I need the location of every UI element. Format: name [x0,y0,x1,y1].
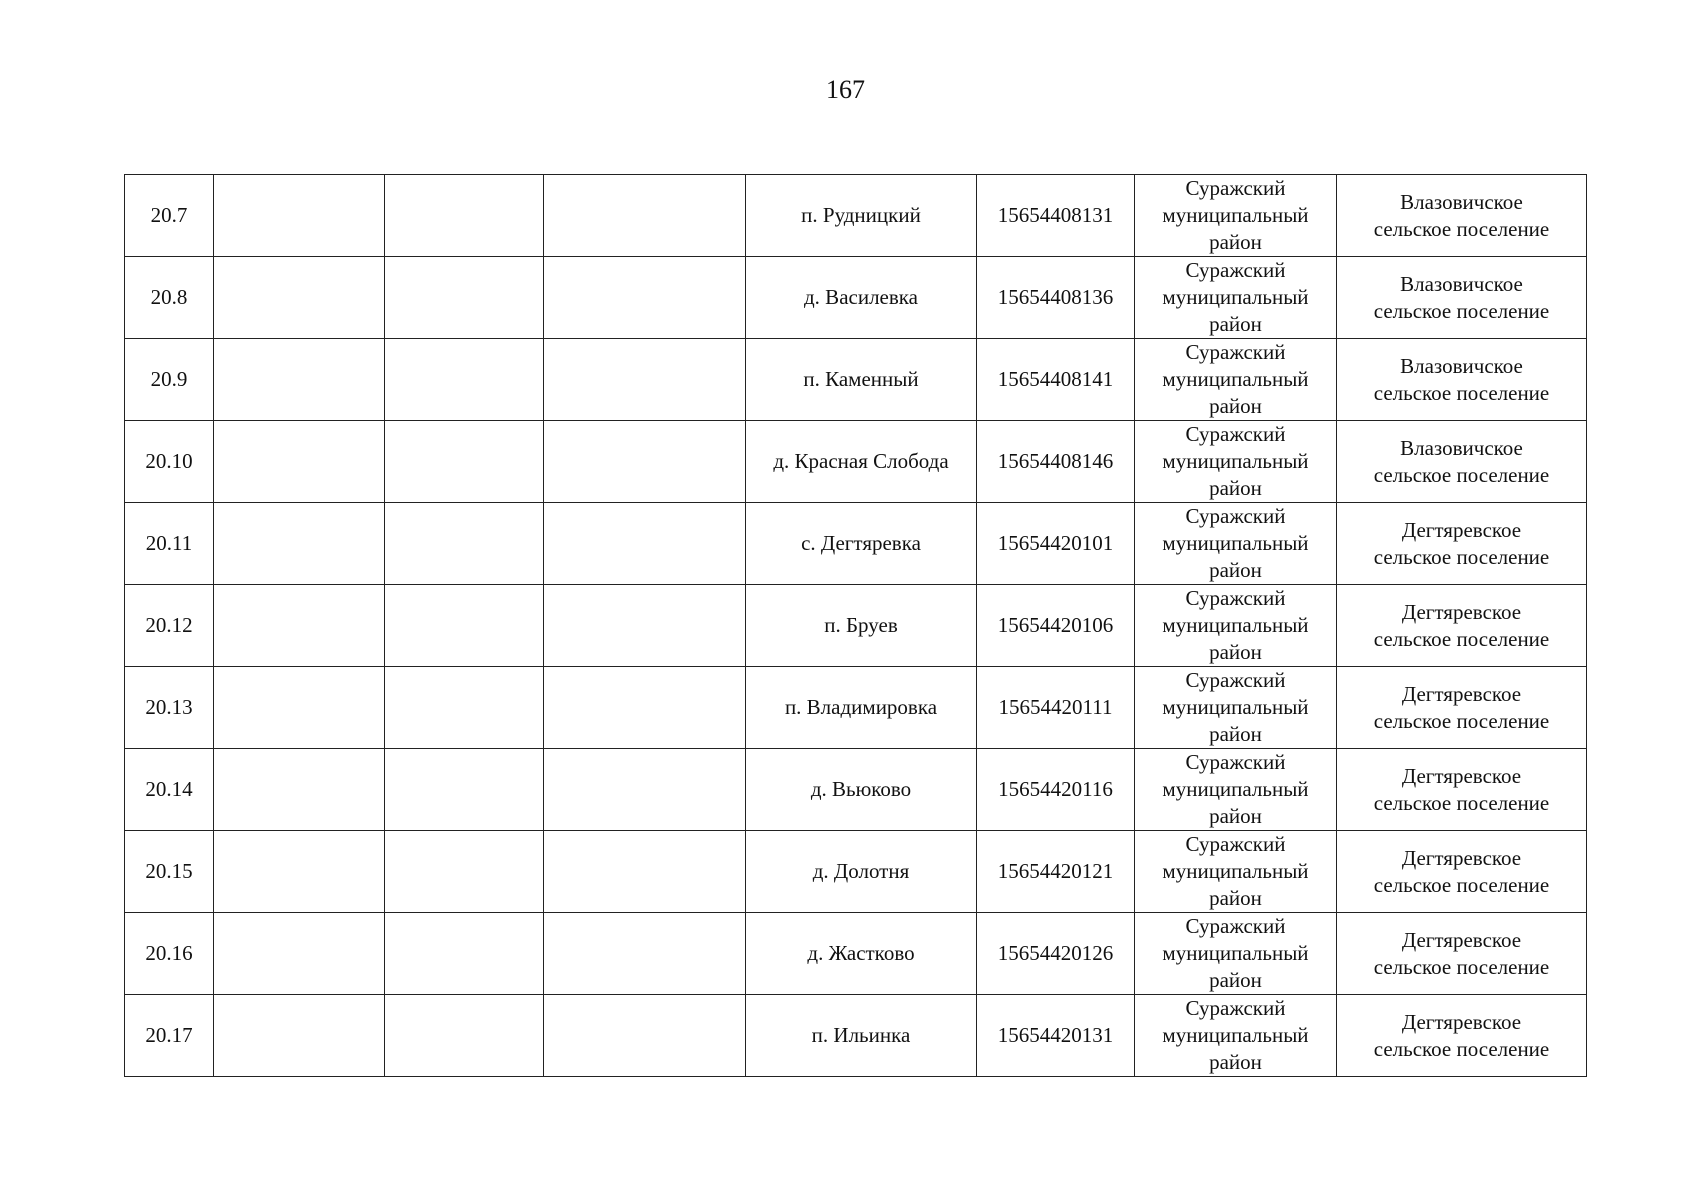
district-line: Суражский [1185,340,1286,364]
table-row [125,585,1587,667]
table-row [125,257,1587,339]
settlement-line: Дегтяревское [1401,763,1522,788]
district-line: Суражский [1185,586,1286,610]
table-row [125,913,1587,995]
empty-cell [214,913,385,995]
district-line: район [1209,230,1262,254]
row-number: 20.7 [125,175,214,257]
table-body [125,175,1587,1077]
row-number: 20.15 [125,831,214,913]
locality-name: п. Бруев [746,585,977,667]
table-row [125,175,1587,257]
row-number: 20.8 [125,257,214,339]
settlements-table [124,174,1587,1077]
municipal-district [1135,913,1337,995]
settlement-line: Влазовичское [1400,353,1523,378]
municipal-district [1135,421,1337,503]
settlement-line: сельское поселение [1373,216,1550,241]
locality-name: д. Красная Слобода [746,421,977,503]
rural-settlement [1337,831,1587,913]
municipal-district [1135,339,1337,421]
district-line: муниципальный [1162,859,1309,883]
empty-cell [385,339,544,421]
municipal-district [1135,831,1337,913]
settlement-line: Дегтяревское [1401,599,1522,624]
settlement-line: сельское поселение [1373,872,1550,897]
settlement-line: сельское поселение [1373,462,1550,487]
locality-name: п. Владимировка [746,667,977,749]
district-line: Суражский [1185,504,1286,528]
oktmo-code: 15654408136 [977,257,1135,339]
oktmo-code: 15654420126 [977,913,1135,995]
table-row [125,339,1587,421]
empty-cell [385,995,544,1077]
empty-cell [214,503,385,585]
empty-cell [385,421,544,503]
settlement-line: сельское поселение [1373,790,1550,815]
empty-cell [214,257,385,339]
empty-cell [214,831,385,913]
table-row [125,995,1587,1077]
settlement-line: сельское поселение [1373,380,1550,405]
rural-settlement [1337,585,1587,667]
locality-name: д. Жастково [746,913,977,995]
oktmo-code: 15654408146 [977,421,1135,503]
empty-cell [214,749,385,831]
district-line: район [1209,722,1262,746]
district-line: Суражский [1185,914,1286,938]
municipal-district [1135,257,1337,339]
district-line: муниципальный [1162,777,1309,801]
empty-cell [544,831,746,913]
empty-cell [214,667,385,749]
empty-cell [214,995,385,1077]
municipal-district [1135,175,1337,257]
oktmo-code: 15654408141 [977,339,1135,421]
row-number: 20.17 [125,995,214,1077]
municipal-district [1135,585,1337,667]
empty-cell [214,585,385,667]
district-line: район [1209,312,1262,336]
rural-settlement [1337,749,1587,831]
row-number: 20.11 [125,503,214,585]
municipal-district [1135,749,1337,831]
municipal-district [1135,503,1337,585]
district-line: Суражский [1185,750,1286,774]
oktmo-code: 15654420111 [977,667,1135,749]
row-number: 20.9 [125,339,214,421]
empty-cell [544,339,746,421]
district-line: Суражский [1185,832,1286,856]
settlement-line: Дегтяревское [1401,517,1522,542]
settlement-line: сельское поселение [1373,298,1550,323]
row-number: 20.13 [125,667,214,749]
rural-settlement [1337,175,1587,257]
district-line: муниципальный [1162,531,1309,555]
oktmo-code: 15654408131 [977,175,1135,257]
settlement-line: сельское поселение [1373,1036,1550,1061]
locality-name: д. Долотня [746,831,977,913]
table-row [125,749,1587,831]
table-row [125,421,1587,503]
settlement-line: Влазовичское [1400,189,1523,214]
district-line: район [1209,476,1262,500]
row-number: 20.16 [125,913,214,995]
table-row [125,667,1587,749]
rural-settlement [1337,257,1587,339]
settlement-line: Влазовичское [1400,435,1523,460]
row-number: 20.10 [125,421,214,503]
locality-name: п. Рудницкий [746,175,977,257]
rural-settlement [1337,995,1587,1077]
oktmo-code: 15654420106 [977,585,1135,667]
settlement-line: Дегтяревское [1401,927,1522,952]
empty-cell [214,175,385,257]
district-line: муниципальный [1162,695,1309,719]
settlement-line: Дегтяревское [1401,681,1522,706]
empty-cell [385,503,544,585]
district-line: Суражский [1185,258,1286,282]
settlement-line: Дегтяревское [1401,1009,1522,1034]
empty-cell [544,421,746,503]
district-line: район [1209,394,1262,418]
empty-cell [385,831,544,913]
empty-cell [385,175,544,257]
locality-name: д. Вьюково [746,749,977,831]
empty-cell [544,175,746,257]
district-line: район [1209,804,1262,828]
locality-name: п. Ильинка [746,995,977,1077]
settlement-line: сельское поселение [1373,708,1550,733]
oktmo-code: 15654420101 [977,503,1135,585]
district-line: район [1209,1050,1262,1074]
rural-settlement [1337,421,1587,503]
empty-cell [214,421,385,503]
oktmo-code: 15654420116 [977,749,1135,831]
empty-cell [385,585,544,667]
municipal-district [1135,995,1337,1077]
oktmo-code: 15654420121 [977,831,1135,913]
rural-settlement [1337,339,1587,421]
district-line: район [1209,640,1262,664]
empty-cell [544,667,746,749]
district-line: Суражский [1185,422,1286,446]
row-number: 20.14 [125,749,214,831]
district-line: муниципальный [1162,285,1309,309]
table-row [125,503,1587,585]
district-line: муниципальный [1162,203,1309,227]
table-row [125,831,1587,913]
settlement-line: сельское поселение [1373,954,1550,979]
district-line: район [1209,886,1262,910]
municipal-district [1135,667,1337,749]
district-line: район [1209,968,1262,992]
district-line: муниципальный [1162,449,1309,473]
settlement-line: Дегтяревское [1401,845,1522,870]
empty-cell [385,667,544,749]
empty-cell [385,257,544,339]
oktmo-code: 15654420131 [977,995,1135,1077]
empty-cell [544,503,746,585]
empty-cell [385,913,544,995]
locality-name: д. Василевка [746,257,977,339]
rural-settlement [1337,503,1587,585]
settlement-line: Влазовичское [1400,271,1523,296]
page-number: 167 [826,75,865,104]
district-line: Суражский [1185,996,1286,1020]
district-line: муниципальный [1162,1023,1309,1047]
empty-cell [544,585,746,667]
empty-cell [544,749,746,831]
locality-name: с. Дегтяревка [746,503,977,585]
district-line: муниципальный [1162,613,1309,637]
rural-settlement [1337,667,1587,749]
district-line: муниципальный [1162,367,1309,391]
empty-cell [385,749,544,831]
locality-name: п. Каменный [746,339,977,421]
empty-cell [544,995,746,1077]
rural-settlement [1337,913,1587,995]
district-line: Суражский [1185,176,1286,200]
district-line: муниципальный [1162,941,1309,965]
empty-cell [544,257,746,339]
settlement-line: сельское поселение [1373,626,1550,651]
district-line: район [1209,558,1262,582]
empty-cell [544,913,746,995]
empty-cell [214,339,385,421]
row-number: 20.12 [125,585,214,667]
settlement-line: сельское поселение [1373,544,1550,569]
district-line: Суражский [1185,668,1286,692]
